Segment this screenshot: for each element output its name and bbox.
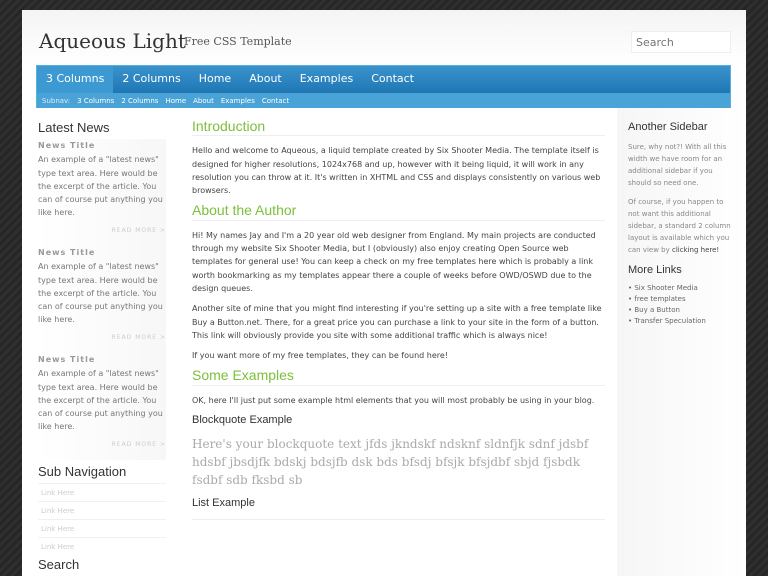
blockquote: Here's your blockquote text jfds jkndskf ndsknf sldnfjk sdnf jdsbf hdsbf jbsdjfk bdskj bdsjfb dsk bds bfsdj bfsjk bfsjdbf sbjd fjsbdk fsdbf sdb fksbd sb xyxy=(192,437,589,488)
more-link[interactable]: • free templates xyxy=(628,294,733,305)
subnav-label: Subnav: xyxy=(42,96,71,105)
more-link[interactable]: • Transfer Speculation xyxy=(628,316,733,327)
news-text: An example of a "latest news" type text area. Here would be the excerpt of the article. You can of course put anything you like here. xyxy=(38,369,163,432)
nav-examples[interactable]: Examples xyxy=(299,72,354,85)
clicking-here-link[interactable]: clicking here! xyxy=(671,246,720,254)
search-heading: Search xyxy=(38,557,80,572)
left-sidebar xyxy=(38,120,166,572)
nav-2-columns[interactable]: 2 Columns xyxy=(122,72,181,85)
nav-contact[interactable]: Contact xyxy=(371,72,414,85)
another-sidebar-heading: Another Sidebar xyxy=(628,121,708,133)
navigation xyxy=(36,65,731,108)
nav-3-columns[interactable]: 3 Columns xyxy=(37,66,113,93)
read-more-link[interactable]: READ MORE > xyxy=(111,333,166,341)
nav-home[interactable]: Home xyxy=(198,72,232,85)
nav-about[interactable]: About xyxy=(249,72,282,85)
read-more-link[interactable]: READ MORE > xyxy=(111,226,166,234)
main-nav xyxy=(37,66,730,93)
more-link[interactable]: • Six Shooter Media xyxy=(628,283,733,294)
about-paragraph: Another site of mine that you might find interesting if you're setting up a site with a free template like Buy a Button.net. There, for a great price you can purchase a link to your site in the form of a button. This link will obviously provide you site with some additional traffic which is always nice! xyxy=(192,304,602,340)
sub-navigation-heading: Sub Navigation xyxy=(38,464,127,479)
subnav-contact[interactable]: Contact xyxy=(261,96,290,105)
news-title: News Title xyxy=(38,248,96,257)
sidebar-text xyxy=(628,196,733,256)
news-text: An example of a "latest news" type text area. Here would be the excerpt of the article. You can of course put anything you like here. xyxy=(38,155,163,218)
news-item xyxy=(38,246,166,353)
sub-nav-link[interactable]: Link Here xyxy=(38,537,166,555)
sub-nav-link[interactable]: Link Here xyxy=(38,501,166,519)
examples-heading: Some Examples xyxy=(192,369,605,385)
sub-nav-link[interactable]: Link Here xyxy=(38,483,166,501)
site-slogan: Free CSS Template xyxy=(184,35,292,48)
sidebar-text-body: Of course, if you happen to not want this additional sidebar, a standard 2 column layout is available which you can view by xyxy=(628,198,731,254)
subnav-2-columns[interactable]: 2 Columns xyxy=(121,96,159,105)
site-logo[interactable]: Aqueous Light xyxy=(39,29,186,53)
more-links-list xyxy=(628,283,733,327)
more-links-heading: More Links xyxy=(628,264,682,276)
introduction-heading: Introduction xyxy=(192,120,605,136)
more-link[interactable]: • Buy a Button xyxy=(628,305,733,316)
about-paragraph: Hi! My names Jay and I'm a 20 year old web designer from England. My main projects are conducted through my website Six Shooter Media, but I (obviously) also enjoy creating Open Source web templates for general use! You can keep a check on my free templates here which is probably a link worth bookmarking as my templates appear there a couple of weeks before OWD/OSWD due to the design queues. xyxy=(192,230,596,293)
main-content xyxy=(192,120,605,528)
list-heading: List Example xyxy=(192,497,605,519)
page xyxy=(22,10,746,576)
news-title: News Title xyxy=(38,141,96,150)
news-item xyxy=(38,139,166,246)
search-input[interactable] xyxy=(631,31,731,53)
subnav-about[interactable]: About xyxy=(193,96,214,105)
intro-text: Hello and welcome to Aqueous, a liquid template created by Six Shooter Media. The template itself is designed for higher resolutions, 1024x768 and up, however with it being liquid, it will work in any resolution you can throw at it. It's written in XHTML and CSS and displays consistently on various web browsers. xyxy=(192,146,601,196)
examples-text: OK, here I'll just put some example html elements that you will most probably be using in your blog. xyxy=(192,395,595,405)
sub-nav-link[interactable]: Link Here xyxy=(38,519,166,537)
about-heading: About the Author xyxy=(192,204,605,220)
sidebar-text: Sure, why not?! With all this width we have room for an additional sidebar if you should so need one. xyxy=(628,143,727,187)
subnav-examples[interactable]: Examples xyxy=(220,96,255,105)
read-more-link[interactable]: READ MORE > xyxy=(111,440,166,448)
header xyxy=(22,10,746,65)
news-item xyxy=(38,353,166,460)
subnav-3-columns[interactable]: 3 Columns xyxy=(77,96,115,105)
news-title: News Title xyxy=(38,355,96,364)
blockquote-heading: Blockquote Example xyxy=(192,414,293,427)
subnav-home[interactable]: Home xyxy=(165,96,187,105)
sub-nav xyxy=(37,93,730,108)
latest-news-heading: Latest News xyxy=(38,120,110,135)
right-sidebar xyxy=(628,120,733,327)
about-paragraph: If you want more of my free templates, they can be found here! xyxy=(192,351,448,361)
news-text: An example of a "latest news" type text area. Here would be the excerpt of the article. You can of course put anything you like here. xyxy=(38,262,163,325)
